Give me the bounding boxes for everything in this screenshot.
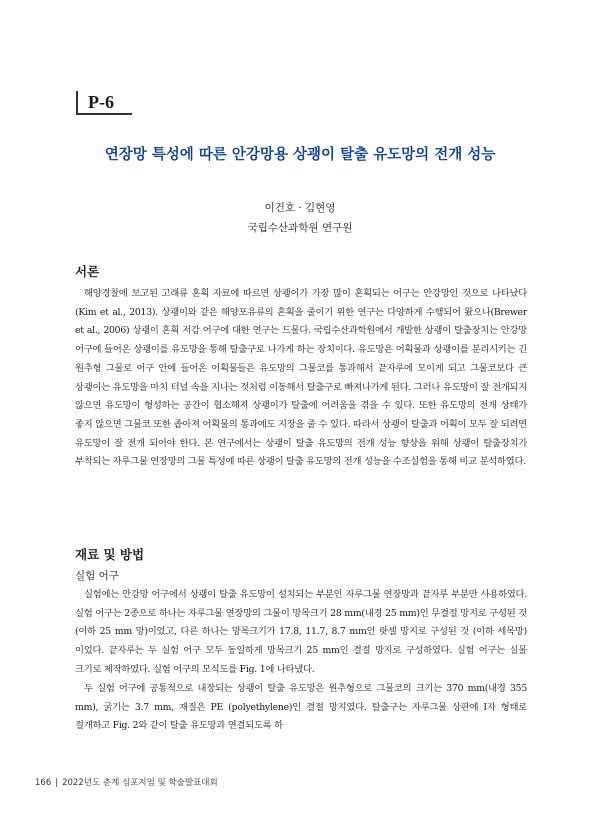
author-list: 이건호 · 김현영 bbox=[264, 202, 336, 214]
page-footer bbox=[35, 776, 218, 788]
footer-separator: | bbox=[55, 778, 59, 788]
section-heading-introduction: 서론 bbox=[75, 264, 100, 279]
page-number: 166 bbox=[35, 778, 52, 788]
methods-paragraph-2: 두 실험 어구에 공통적으로 내장되는 상괭이 탈출 유도망은 원추형으로 그물코의 크기는 370 mm(내경 355 mm), 굵기는 3.7 mm, 재질은 PE (polyethylene)인 결절 망지였다. 탈출구는 자루그물 상판에 I자 형태로 절개하고 Fig. 2와 같이 탈출 유도망과 연결되도록 하 bbox=[75, 683, 527, 732]
paper-title: 연장망 특성에 따른 안강망용 상괭이 탈출 유도망의 전개 성능 bbox=[104, 146, 496, 163]
methods-paragraph-1: 실험에는 안강망 어구에서 상괭이 탈출 유도망이 설치되는 부분인 자루그물 연장망과 끝자루 부분만 사용하였다. 실험 어구는 2종으로 하나는 자루그물 연장망의 그물이 망목크기 28 mm(내경 25 mm)인 무결절 망지로 구성된 것(이하 25 mm 망)이었고, 다른 하나는 망목크기가 17.8, 11.7, 8.7 mm인 랏셀 망지로 구성된 것 (이하 세목망) 이었다. 끝자루는 두 실험 어구 모두 동일하게 망목크기 25 mm인 결절 망지로 구성하였다. 실험 어구는 실물 크기로 제작하였다. 실험 어구의 모식도를 Fig. 1에 나타냈다. bbox=[75, 589, 527, 675]
subsection-heading-test-gear: 실험 어구 bbox=[75, 570, 119, 582]
affiliation: 국립수산과학원 연구원 bbox=[247, 222, 353, 234]
section-heading-methods: 재료 및 방법 bbox=[75, 547, 145, 562]
conference-name: 2022년도 춘계 심포지엄 및 학술발표대회 bbox=[62, 778, 218, 788]
poster-number-badge: P-6 bbox=[76, 91, 132, 115]
introduction-paragraph: 해양경찰에 보고된 고래류 혼획 자료에 따르면 상괭이가 가장 많이 혼획되는 어구는 안강망인 것으로 나타났다(Kim et al., 2013). 상괭이와 같은 해양포유류의 혼획을 줄이기 위한 연구는 다양하게 수행되어 왔으나(Brewer et al., 2006) 상괭이 혼획 저감 어구에 대한 연구는 드물다. 국립수산과학원에서 개발한 상괭이 탈출장치는 안강망 어구에 들어온 상괭이를 유도망을 통해 탈출구로 나가게 하는 장치이다. 유도망은 어획물과 상괭이를 분리시키는 긴 원추형 그물로 어구 안에 들어온 어획물들은 유도망의 그물코를 통과해서 끝자루에 모이게 되고 그물코보다 큰 상괭이는 유도망을 마치 터널 속을 지나는 것처럼 이동해서 탈출구로 빠져나가게 된다. 그러나 유도망이 잘 전개되지 않으면 유도망이 형성하는 공간이 협소해져 상괭이가 탈출에 어려움을 겪을 수 있다. 또한 유도망의 전개 상태가 좋지 않으면 그물코 또한 좁아져 어획물의 통과에도 지장을 줄 수 있다. 따라서 상괭이 탈출과 어획이 모두 잘 되려면 유도망이 잘 전개 되어야 한다. 본 연구에서는 상괭이 탈출 유도망의 전개 성능 향상을 위해 상괭이 탈출장치가 부착되는 자루그물 연장망의 그물 특성에 따른 상괭이 탈출 유도망의 전개 성능을 수조실험을 통해 비교 분석하였다. bbox=[75, 288, 527, 468]
